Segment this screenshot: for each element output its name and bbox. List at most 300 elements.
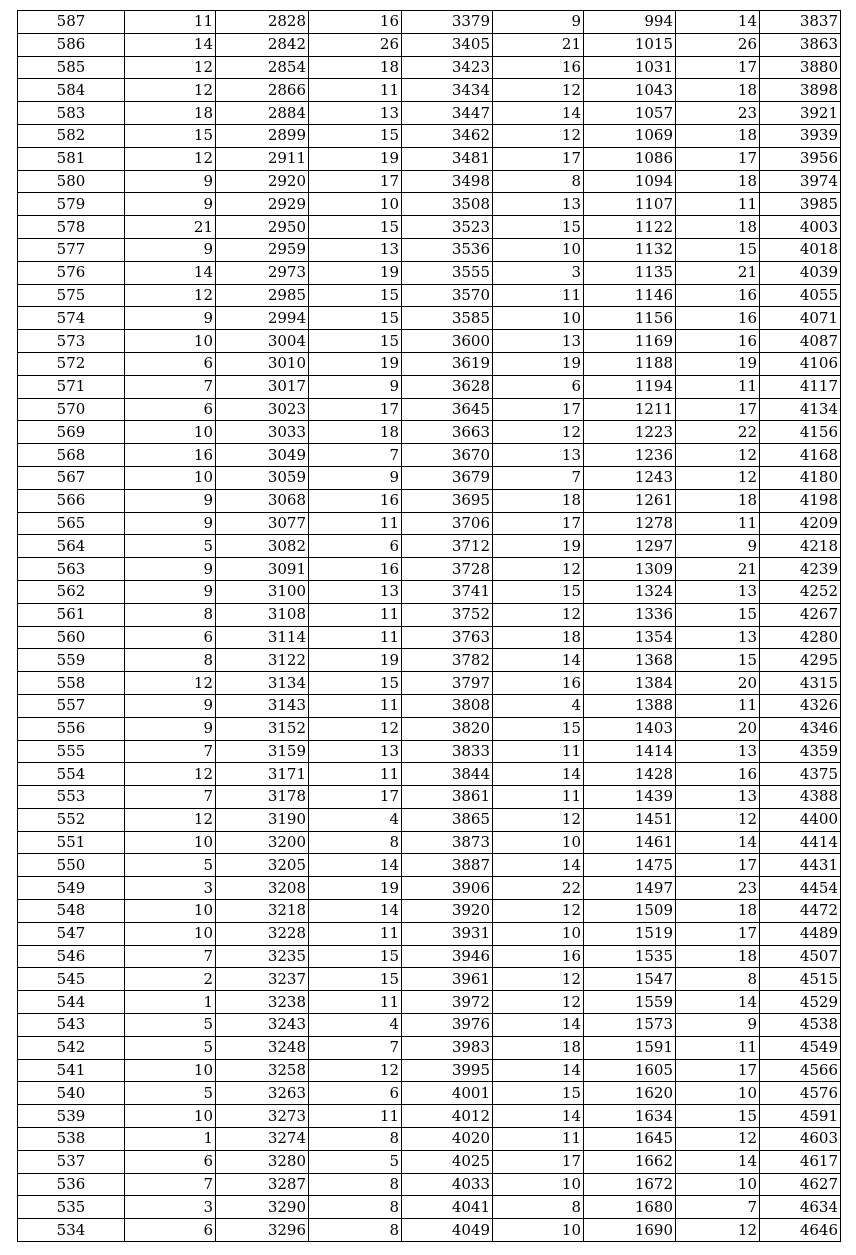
cell-count-d: 20 [676, 672, 760, 695]
table-row [18, 558, 841, 581]
cell-count-c: 17 [493, 1150, 584, 1173]
cell-count-b: 7 [309, 1036, 402, 1059]
cell-count-d: 18 [676, 489, 760, 512]
cell-cumulative-a: 3228 [216, 922, 309, 945]
cell-count-b: 26 [309, 33, 402, 56]
cell-cumulative-b: 3741 [402, 580, 493, 603]
cell-cumulative-b: 3481 [402, 147, 493, 170]
cell-count-a: 5 [125, 1036, 216, 1059]
table-row [18, 1059, 841, 1082]
cell-count-c: 4 [493, 694, 584, 717]
cell-cumulative-a: 3273 [216, 1105, 309, 1128]
cell-cumulative-d: 4106 [760, 352, 841, 375]
cell-cumulative-d: 4117 [760, 375, 841, 398]
cell-count-d: 12 [676, 444, 760, 467]
cell-count-c: 11 [493, 740, 584, 763]
cell-cumulative-c: 1094 [584, 170, 676, 193]
cell-count-c: 21 [493, 33, 584, 56]
cell-cumulative-a: 3152 [216, 717, 309, 740]
cell-count-b: 15 [309, 330, 402, 353]
table-row [18, 261, 841, 284]
cell-cumulative-c: 1451 [584, 808, 676, 831]
cell-count-d: 17 [676, 56, 760, 79]
cell-count-a: 6 [125, 398, 216, 421]
cell-cumulative-d: 4039 [760, 261, 841, 284]
cell-count-b: 11 [309, 991, 402, 1014]
table-row [18, 79, 841, 102]
cell-count-b: 17 [309, 786, 402, 809]
cell-cumulative-b: 3983 [402, 1036, 493, 1059]
cell-count-d: 12 [676, 808, 760, 831]
cell-count-b: 12 [309, 717, 402, 740]
cell-cumulative-b: 3808 [402, 694, 493, 717]
cell-count-a: 9 [125, 558, 216, 581]
cell-count-c: 3 [493, 261, 584, 284]
cell-count-b: 9 [309, 466, 402, 489]
cell-cumulative-c: 1591 [584, 1036, 676, 1059]
cell-cumulative-b: 3887 [402, 854, 493, 877]
cell-cumulative-a: 3033 [216, 421, 309, 444]
table-body [18, 11, 841, 1242]
cell-cumulative-c: 1354 [584, 626, 676, 649]
cell-count-b: 11 [309, 694, 402, 717]
table-row [18, 489, 841, 512]
cell-cumulative-a: 2899 [216, 124, 309, 147]
table-row [18, 603, 841, 626]
cell-cumulative-a: 3274 [216, 1128, 309, 1151]
cell-count-c: 11 [493, 786, 584, 809]
cell-cumulative-d: 4168 [760, 444, 841, 467]
cell-score: 558 [18, 672, 125, 695]
cell-count-b: 19 [309, 261, 402, 284]
cell-count-a: 9 [125, 717, 216, 740]
cell-cumulative-b: 3523 [402, 216, 493, 239]
cell-cumulative-d: 3880 [760, 56, 841, 79]
cell-count-a: 12 [125, 808, 216, 831]
cell-cumulative-a: 3218 [216, 900, 309, 923]
cell-count-a: 8 [125, 603, 216, 626]
cell-count-a: 7 [125, 740, 216, 763]
cell-count-c: 19 [493, 535, 584, 558]
table-row [18, 740, 841, 763]
cell-cumulative-c: 994 [584, 11, 676, 34]
cell-count-a: 9 [125, 694, 216, 717]
cell-count-d: 9 [676, 535, 760, 558]
cell-count-c: 6 [493, 375, 584, 398]
cell-cumulative-a: 2973 [216, 261, 309, 284]
cell-count-c: 10 [493, 238, 584, 261]
cell-cumulative-c: 1384 [584, 672, 676, 695]
cell-score: 564 [18, 535, 125, 558]
cell-cumulative-c: 1188 [584, 352, 676, 375]
cell-score: 567 [18, 466, 125, 489]
cell-cumulative-a: 3134 [216, 672, 309, 695]
cell-count-a: 1 [125, 991, 216, 1014]
cell-cumulative-c: 1573 [584, 1014, 676, 1037]
cell-count-c: 12 [493, 603, 584, 626]
cell-cumulative-b: 3695 [402, 489, 493, 512]
cell-cumulative-c: 1634 [584, 1105, 676, 1128]
cell-count-d: 18 [676, 945, 760, 968]
cell-cumulative-d: 4267 [760, 603, 841, 626]
cell-count-b: 15 [309, 945, 402, 968]
table-row [18, 102, 841, 125]
cell-count-d: 18 [676, 900, 760, 923]
cell-score: 585 [18, 56, 125, 79]
cell-count-b: 15 [309, 124, 402, 147]
cell-cumulative-d: 3898 [760, 79, 841, 102]
cell-cumulative-b: 3585 [402, 307, 493, 330]
cell-cumulative-d: 4280 [760, 626, 841, 649]
cell-score: 583 [18, 102, 125, 125]
cell-count-c: 16 [493, 945, 584, 968]
cell-count-d: 7 [676, 1196, 760, 1219]
cell-count-a: 9 [125, 307, 216, 330]
cell-count-b: 11 [309, 922, 402, 945]
cell-count-b: 6 [309, 535, 402, 558]
cell-count-a: 12 [125, 56, 216, 79]
cell-cumulative-b: 4033 [402, 1173, 493, 1196]
table-row [18, 580, 841, 603]
cell-cumulative-a: 2866 [216, 79, 309, 102]
table-row [18, 56, 841, 79]
cell-count-c: 11 [493, 1128, 584, 1151]
cell-cumulative-a: 3077 [216, 512, 309, 535]
cell-count-b: 8 [309, 1128, 402, 1151]
cell-score: 547 [18, 922, 125, 945]
table-row [18, 330, 841, 353]
cell-count-b: 19 [309, 352, 402, 375]
cell-count-b: 15 [309, 968, 402, 991]
table-row [18, 512, 841, 535]
cell-score: 556 [18, 717, 125, 740]
table-row [18, 945, 841, 968]
cell-cumulative-b: 4049 [402, 1219, 493, 1242]
cell-count-a: 5 [125, 854, 216, 877]
cell-count-c: 15 [493, 717, 584, 740]
table-row [18, 717, 841, 740]
cell-cumulative-d: 4489 [760, 922, 841, 945]
cell-score: 561 [18, 603, 125, 626]
cell-cumulative-c: 1122 [584, 216, 676, 239]
cell-cumulative-a: 3287 [216, 1173, 309, 1196]
cell-cumulative-b: 3423 [402, 56, 493, 79]
cell-count-a: 10 [125, 466, 216, 489]
cell-cumulative-a: 3049 [216, 444, 309, 467]
cell-count-d: 23 [676, 877, 760, 900]
cell-cumulative-a: 3108 [216, 603, 309, 626]
cell-count-b: 8 [309, 831, 402, 854]
cell-count-c: 18 [493, 626, 584, 649]
cell-score: 540 [18, 1082, 125, 1105]
cell-cumulative-c: 1243 [584, 466, 676, 489]
cell-count-b: 19 [309, 147, 402, 170]
cell-count-c: 14 [493, 102, 584, 125]
table-row [18, 444, 841, 467]
cell-cumulative-c: 1261 [584, 489, 676, 512]
cell-count-d: 11 [676, 193, 760, 216]
cell-score: 535 [18, 1196, 125, 1219]
cell-cumulative-c: 1069 [584, 124, 676, 147]
cell-cumulative-d: 4591 [760, 1105, 841, 1128]
cell-cumulative-d: 4180 [760, 466, 841, 489]
cell-score: 576 [18, 261, 125, 284]
cell-cumulative-b: 3600 [402, 330, 493, 353]
cell-cumulative-d: 4646 [760, 1219, 841, 1242]
cell-count-c: 12 [493, 808, 584, 831]
cell-cumulative-a: 3023 [216, 398, 309, 421]
cell-count-c: 16 [493, 56, 584, 79]
cell-count-a: 10 [125, 330, 216, 353]
cell-cumulative-c: 1031 [584, 56, 676, 79]
cell-count-b: 6 [309, 1082, 402, 1105]
cell-count-a: 2 [125, 968, 216, 991]
cell-cumulative-c: 1211 [584, 398, 676, 421]
cell-count-c: 12 [493, 968, 584, 991]
cell-cumulative-a: 3290 [216, 1196, 309, 1219]
cell-cumulative-c: 1194 [584, 375, 676, 398]
cell-score: 551 [18, 831, 125, 854]
cell-count-a: 6 [125, 352, 216, 375]
cell-count-c: 17 [493, 147, 584, 170]
cell-cumulative-a: 3237 [216, 968, 309, 991]
cell-score: 542 [18, 1036, 125, 1059]
cell-count-a: 5 [125, 1014, 216, 1037]
cell-score: 573 [18, 330, 125, 353]
cell-cumulative-b: 3797 [402, 672, 493, 695]
cell-count-d: 15 [676, 238, 760, 261]
cell-cumulative-a: 3238 [216, 991, 309, 1014]
cell-count-a: 16 [125, 444, 216, 467]
cell-score: 580 [18, 170, 125, 193]
cell-count-a: 10 [125, 900, 216, 923]
cell-count-d: 14 [676, 1150, 760, 1173]
cell-cumulative-a: 2842 [216, 33, 309, 56]
cell-cumulative-a: 3017 [216, 375, 309, 398]
cell-score: 579 [18, 193, 125, 216]
cell-count-a: 1 [125, 1128, 216, 1151]
cell-score: 586 [18, 33, 125, 56]
cell-cumulative-a: 2920 [216, 170, 309, 193]
cell-cumulative-c: 1475 [584, 854, 676, 877]
table-row [18, 216, 841, 239]
cell-count-b: 17 [309, 398, 402, 421]
cell-cumulative-b: 3782 [402, 649, 493, 672]
table-row [18, 626, 841, 649]
cell-count-c: 13 [493, 444, 584, 467]
cell-count-b: 11 [309, 603, 402, 626]
cell-cumulative-d: 4156 [760, 421, 841, 444]
cell-count-b: 19 [309, 649, 402, 672]
cell-count-b: 12 [309, 1059, 402, 1082]
cell-cumulative-d: 4209 [760, 512, 841, 535]
cell-cumulative-c: 1439 [584, 786, 676, 809]
table-row [18, 786, 841, 809]
cell-score: 541 [18, 1059, 125, 1082]
cell-count-d: 17 [676, 398, 760, 421]
cell-count-b: 10 [309, 193, 402, 216]
cell-count-a: 10 [125, 1059, 216, 1082]
cell-cumulative-b: 4020 [402, 1128, 493, 1151]
cell-cumulative-d: 4087 [760, 330, 841, 353]
cell-count-a: 18 [125, 102, 216, 125]
cell-count-b: 5 [309, 1150, 402, 1173]
cell-count-d: 12 [676, 1128, 760, 1151]
cell-count-c: 14 [493, 649, 584, 672]
cell-count-d: 18 [676, 79, 760, 102]
cell-cumulative-c: 1132 [584, 238, 676, 261]
cell-count-d: 18 [676, 124, 760, 147]
cell-count-d: 15 [676, 603, 760, 626]
cell-cumulative-b: 3679 [402, 466, 493, 489]
cell-cumulative-b: 3752 [402, 603, 493, 626]
cell-cumulative-c: 1662 [584, 1150, 676, 1173]
cell-cumulative-c: 1497 [584, 877, 676, 900]
cell-count-d: 26 [676, 33, 760, 56]
cell-cumulative-c: 1368 [584, 649, 676, 672]
cell-count-b: 14 [309, 854, 402, 877]
cell-count-a: 7 [125, 375, 216, 398]
table-row [18, 124, 841, 147]
table-row [18, 991, 841, 1014]
cell-count-c: 17 [493, 512, 584, 535]
table-row [18, 284, 841, 307]
cell-count-d: 12 [676, 1219, 760, 1242]
cell-count-b: 11 [309, 626, 402, 649]
score-table [17, 10, 841, 1242]
cell-count-d: 21 [676, 558, 760, 581]
cell-count-d: 14 [676, 831, 760, 854]
cell-cumulative-b: 3498 [402, 170, 493, 193]
cell-cumulative-a: 3263 [216, 1082, 309, 1105]
cell-count-b: 8 [309, 1196, 402, 1219]
cell-cumulative-c: 1324 [584, 580, 676, 603]
cell-count-a: 12 [125, 284, 216, 307]
cell-cumulative-d: 4566 [760, 1059, 841, 1082]
cell-cumulative-a: 3004 [216, 330, 309, 353]
cell-cumulative-a: 3235 [216, 945, 309, 968]
cell-cumulative-d: 3921 [760, 102, 841, 125]
cell-cumulative-b: 3820 [402, 717, 493, 740]
cell-cumulative-c: 1388 [584, 694, 676, 717]
cell-count-c: 8 [493, 1196, 584, 1219]
cell-cumulative-d: 3974 [760, 170, 841, 193]
table-row [18, 1196, 841, 1219]
cell-score: 582 [18, 124, 125, 147]
cell-cumulative-c: 1690 [584, 1219, 676, 1242]
cell-cumulative-a: 3091 [216, 558, 309, 581]
cell-cumulative-a: 2950 [216, 216, 309, 239]
cell-score: 538 [18, 1128, 125, 1151]
cell-count-b: 18 [309, 56, 402, 79]
cell-count-c: 12 [493, 124, 584, 147]
cell-count-c: 15 [493, 216, 584, 239]
cell-count-b: 16 [309, 489, 402, 512]
cell-count-d: 11 [676, 512, 760, 535]
cell-cumulative-b: 3976 [402, 1014, 493, 1037]
cell-count-a: 3 [125, 877, 216, 900]
cell-count-d: 15 [676, 1105, 760, 1128]
cell-score: 571 [18, 375, 125, 398]
cell-cumulative-b: 3670 [402, 444, 493, 467]
cell-score: 548 [18, 900, 125, 923]
cell-cumulative-a: 3258 [216, 1059, 309, 1082]
cell-count-b: 13 [309, 580, 402, 603]
cell-cumulative-c: 1043 [584, 79, 676, 102]
cell-count-b: 19 [309, 877, 402, 900]
cell-cumulative-c: 1645 [584, 1128, 676, 1151]
cell-score: 550 [18, 854, 125, 877]
cell-cumulative-b: 4025 [402, 1150, 493, 1173]
cell-cumulative-d: 4359 [760, 740, 841, 763]
cell-cumulative-c: 1336 [584, 603, 676, 626]
cell-count-c: 15 [493, 580, 584, 603]
cell-cumulative-d: 4515 [760, 968, 841, 991]
cell-cumulative-d: 4134 [760, 398, 841, 421]
cell-cumulative-b: 3906 [402, 877, 493, 900]
cell-count-b: 15 [309, 216, 402, 239]
cell-count-d: 18 [676, 170, 760, 193]
cell-count-c: 13 [493, 330, 584, 353]
cell-count-a: 21 [125, 216, 216, 239]
cell-score: 570 [18, 398, 125, 421]
cell-count-c: 14 [493, 1014, 584, 1037]
cell-cumulative-b: 3844 [402, 763, 493, 786]
cell-cumulative-d: 4414 [760, 831, 841, 854]
cell-cumulative-d: 4431 [760, 854, 841, 877]
table-row [18, 1082, 841, 1105]
cell-score: 546 [18, 945, 125, 968]
cell-score: 553 [18, 786, 125, 809]
cell-cumulative-d: 4218 [760, 535, 841, 558]
cell-count-c: 13 [493, 193, 584, 216]
cell-score: 549 [18, 877, 125, 900]
cell-count-b: 16 [309, 558, 402, 581]
table-row [18, 33, 841, 56]
cell-score: 569 [18, 421, 125, 444]
cell-count-c: 16 [493, 672, 584, 695]
cell-cumulative-b: 3706 [402, 512, 493, 535]
cell-cumulative-a: 3178 [216, 786, 309, 809]
cell-cumulative-b: 3961 [402, 968, 493, 991]
cell-count-c: 12 [493, 79, 584, 102]
cell-count-d: 17 [676, 854, 760, 877]
cell-count-b: 15 [309, 307, 402, 330]
table-row [18, 147, 841, 170]
cell-cumulative-b: 3536 [402, 238, 493, 261]
table-row [18, 694, 841, 717]
cell-count-c: 7 [493, 466, 584, 489]
cell-cumulative-a: 2828 [216, 11, 309, 34]
cell-count-b: 16 [309, 11, 402, 34]
cell-count-c: 8 [493, 170, 584, 193]
cell-count-a: 9 [125, 238, 216, 261]
table-row [18, 649, 841, 672]
cell-cumulative-b: 3663 [402, 421, 493, 444]
cell-cumulative-c: 1086 [584, 147, 676, 170]
cell-count-a: 9 [125, 170, 216, 193]
cell-score: 536 [18, 1173, 125, 1196]
cell-cumulative-c: 1428 [584, 763, 676, 786]
cell-count-b: 11 [309, 763, 402, 786]
cell-cumulative-d: 4055 [760, 284, 841, 307]
cell-count-c: 12 [493, 900, 584, 923]
cell-cumulative-a: 2985 [216, 284, 309, 307]
cell-cumulative-d: 4239 [760, 558, 841, 581]
cell-cumulative-c: 1223 [584, 421, 676, 444]
cell-cumulative-c: 1278 [584, 512, 676, 535]
cell-count-b: 8 [309, 1173, 402, 1196]
